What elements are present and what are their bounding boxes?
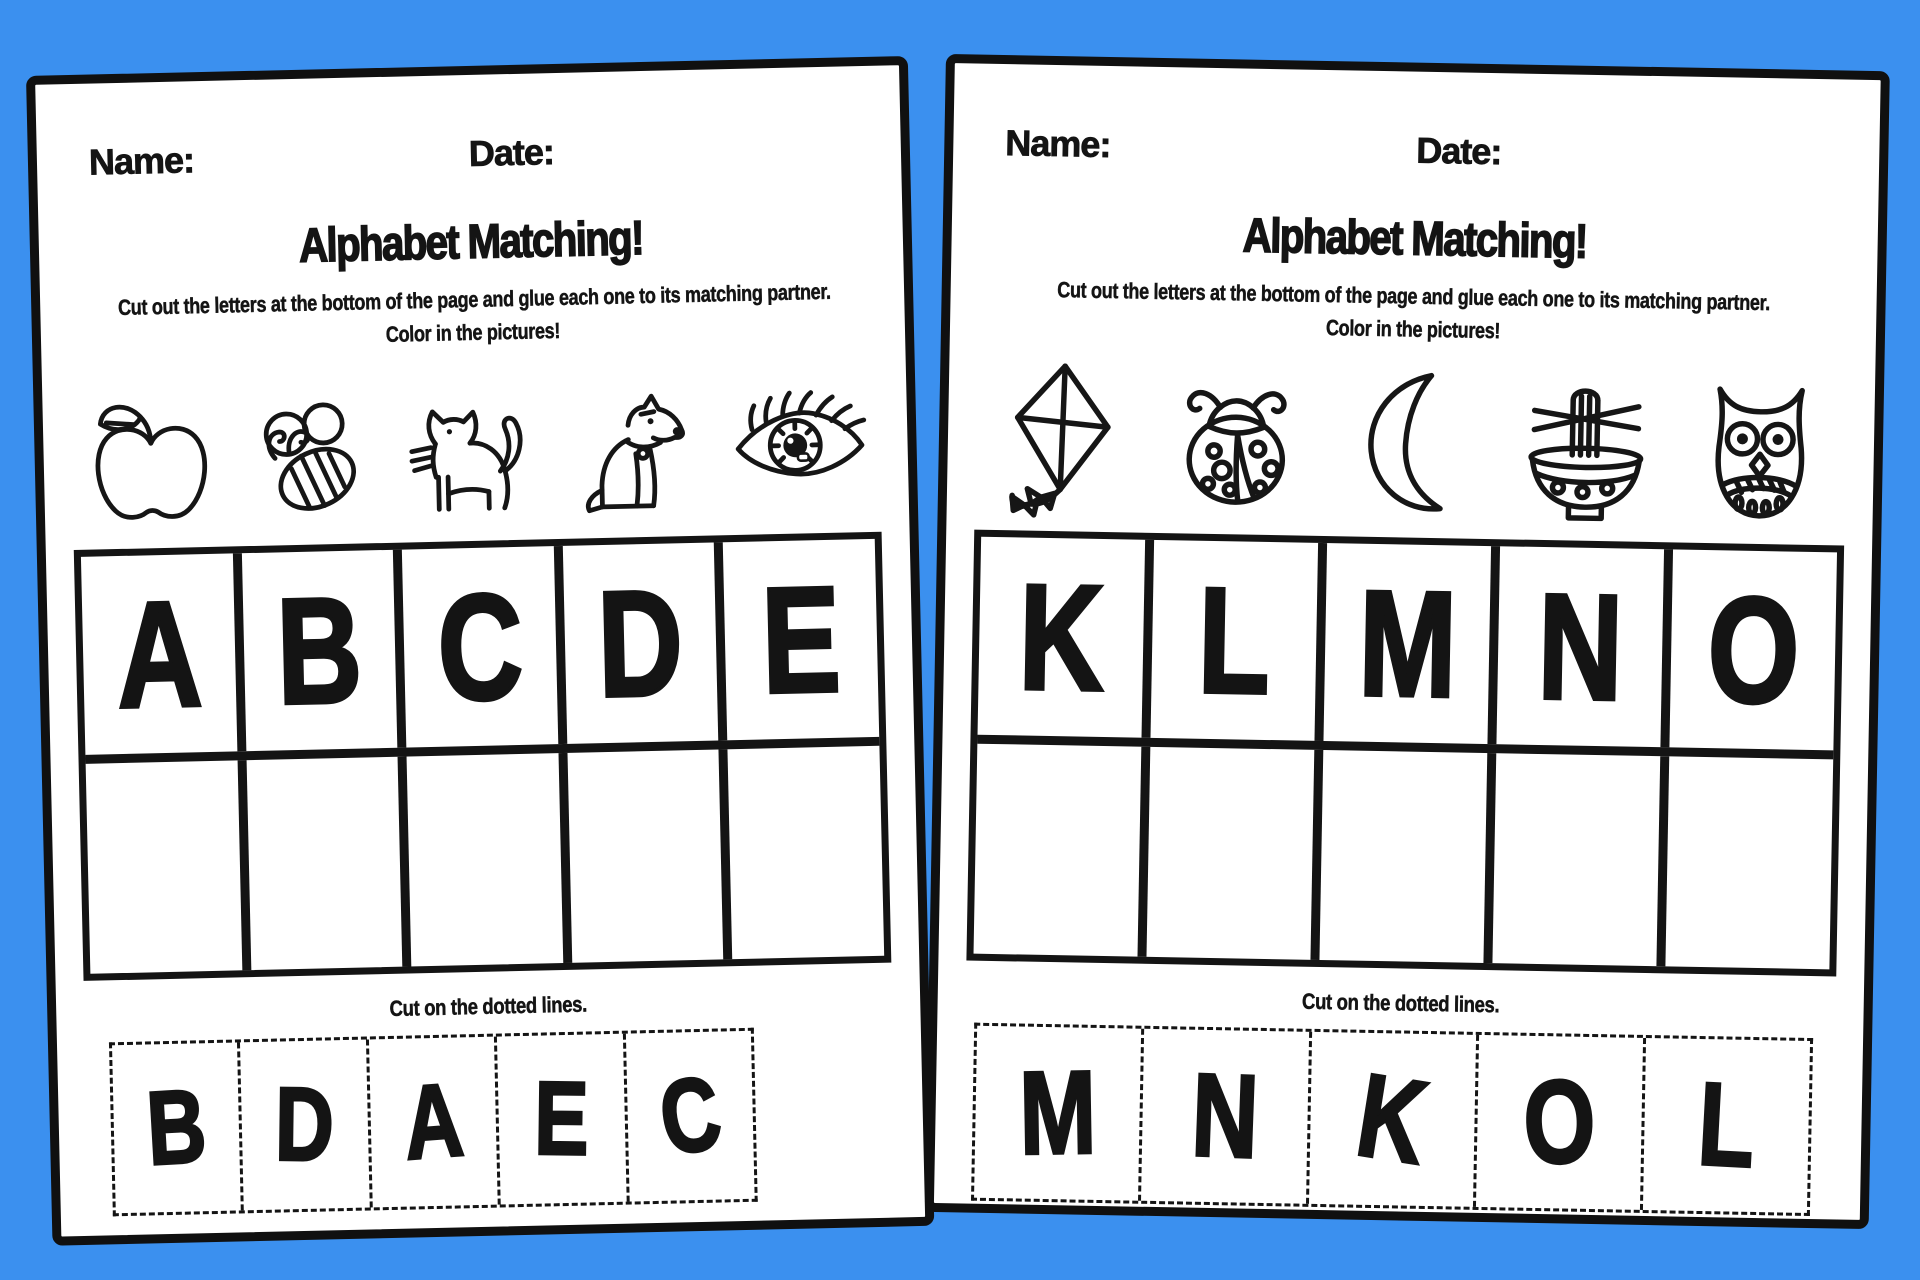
cut-letter: D xyxy=(274,1066,335,1184)
letter-cell xyxy=(554,543,719,745)
cut-letter: L xyxy=(1695,1058,1759,1193)
grid-letter: E xyxy=(760,554,843,725)
grid-letter: N xyxy=(1536,561,1625,732)
instruction-line-1: Cut out the letters at the bottom of the page and glue each one to its matching partner. xyxy=(117,278,831,320)
letter-cell xyxy=(1487,546,1664,747)
cut-letter: N xyxy=(1189,1049,1261,1184)
instructions xyxy=(117,275,831,357)
letter-cell xyxy=(714,539,879,741)
letter-row xyxy=(978,537,1837,751)
noodles-picture xyxy=(1497,357,1675,530)
bee-picture xyxy=(230,361,396,535)
cut-letter: B xyxy=(143,1068,210,1188)
grid-letter: M xyxy=(1357,558,1458,729)
letter-cell xyxy=(232,550,397,752)
cut-instruction: Cut on the dotted lines. xyxy=(389,991,588,1021)
grid-letter: K xyxy=(1017,552,1106,722)
date-label: Date: xyxy=(468,131,555,174)
cut-letter-cell xyxy=(1138,1029,1308,1204)
header-row xyxy=(37,123,902,189)
pictures-row xyxy=(68,350,884,538)
worksheet-title: Alphabet Matching! xyxy=(298,212,644,273)
cut-letter-cell xyxy=(623,1031,755,1202)
grid-letter: D xyxy=(596,558,685,729)
letter-row xyxy=(81,539,879,755)
apple-picture xyxy=(68,364,234,538)
cut-letter-cell xyxy=(974,1026,1141,1201)
matching-grid xyxy=(74,532,892,981)
cut-letter: E xyxy=(534,1060,590,1178)
letter-cell xyxy=(81,553,237,754)
empty-glue-cell xyxy=(1137,747,1314,960)
kite-picture xyxy=(973,348,1151,521)
cut-letter-cell xyxy=(1306,1032,1476,1207)
letter-cell xyxy=(1660,549,1837,750)
ladybug-picture xyxy=(1147,351,1325,524)
cut-letter-cell xyxy=(494,1034,626,1205)
cut-letter-cell xyxy=(1640,1038,1810,1213)
glue-row xyxy=(85,737,884,974)
empty-glue-cell xyxy=(719,746,884,960)
cut-letters-row xyxy=(109,1028,758,1217)
eye-picture xyxy=(717,350,883,524)
name-label: Name: xyxy=(88,139,195,183)
cut-letter-cell xyxy=(366,1037,498,1208)
instruction-line-2: Color in the pictures! xyxy=(385,317,561,347)
worksheet-page-right xyxy=(925,54,1890,1229)
instruction-line-1: Cut out the letters at the bottom of the page and glue each one to its matching partner. xyxy=(1057,277,1771,316)
cut-letter: M xyxy=(1018,1046,1098,1180)
name-label: Name: xyxy=(1005,122,1111,166)
cut-letter-cell xyxy=(237,1040,369,1211)
dog-picture xyxy=(555,353,721,527)
cut-letter: O xyxy=(1521,1055,1598,1190)
pictures-row xyxy=(973,348,1850,534)
grid-letter: C xyxy=(435,561,525,732)
header-row xyxy=(953,121,1880,184)
empty-glue-cell xyxy=(237,757,402,971)
matching-grid xyxy=(966,530,1844,977)
cat-picture xyxy=(392,357,558,531)
worksheet-page-left xyxy=(26,56,934,1246)
owl-picture xyxy=(1672,360,1850,533)
cut-letters-row xyxy=(971,1023,1814,1216)
grid-letter: L xyxy=(1197,555,1272,726)
empty-glue-cell xyxy=(1483,753,1660,966)
grid-letter: B xyxy=(275,565,364,736)
empty-glue-cell xyxy=(558,749,723,963)
cut-letter-cell xyxy=(1473,1035,1643,1210)
worksheet-title: Alphabet Matching! xyxy=(1242,209,1588,269)
empty-glue-cell xyxy=(1656,756,1833,969)
glue-row xyxy=(974,735,1834,970)
empty-glue-cell xyxy=(86,760,242,973)
cut-letter: C xyxy=(651,1054,729,1179)
letter-cell xyxy=(1314,543,1491,744)
cut-letter: A xyxy=(399,1061,467,1183)
empty-glue-cell xyxy=(974,744,1142,957)
cut-letter-cell xyxy=(112,1042,241,1213)
letter-cell xyxy=(978,537,1146,738)
date-label: Date: xyxy=(1415,129,1502,173)
letter-cell xyxy=(393,546,558,748)
grid-letter: A xyxy=(114,569,204,740)
cut-instruction: Cut on the dotted lines. xyxy=(1301,988,1500,1018)
instructions xyxy=(1033,273,1793,353)
letter-cell xyxy=(1142,540,1319,741)
grid-letter: O xyxy=(1706,565,1801,735)
moon-picture xyxy=(1322,354,1500,527)
empty-glue-cell xyxy=(398,753,563,967)
cut-letter: K xyxy=(1349,1048,1436,1190)
instruction-line-2: Color in the pictures! xyxy=(1325,315,1501,344)
empty-glue-cell xyxy=(1310,750,1487,963)
